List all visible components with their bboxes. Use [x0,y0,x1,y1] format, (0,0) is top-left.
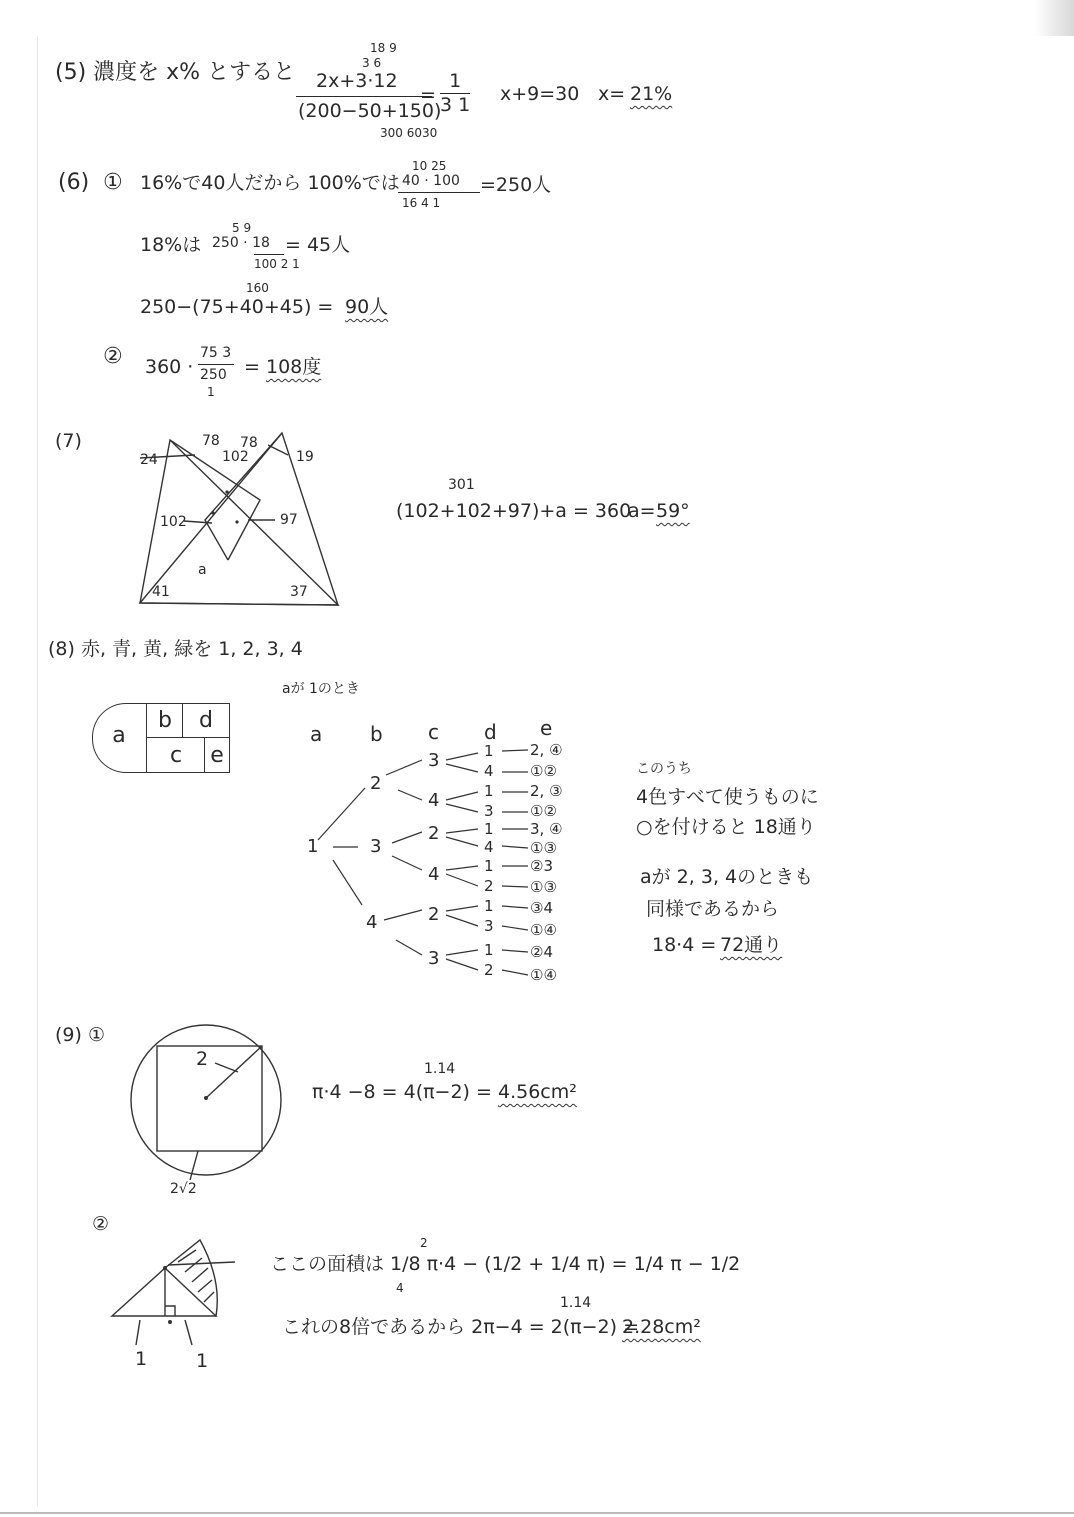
tree-d-4: 3 [484,802,494,820]
p6-f1-bar [398,192,480,193]
p9-side-leader [190,1151,198,1180]
p8-cell-e: e [210,742,224,768]
p7-leader-102 [184,521,212,523]
p8-cell-c: c [169,742,183,768]
p6-line4-expr: 360 · [145,356,194,378]
p6-line3-top: 160 [246,281,269,295]
tree-header-a: a [310,722,323,746]
p7-angle-78a: 78 [202,433,220,449]
p7-angle-97: 97 [280,512,298,528]
p8-grid-hline [146,737,230,738]
tree-e-4: ①② [530,802,557,820]
p6-q1-mark: ① [103,170,123,195]
tree-e-5: 3, ④ [530,820,563,838]
p8-note-2: 4色すべて使うものに [636,786,819,808]
p7-dot-1 [225,490,228,493]
p7-angle-24: 24 [140,452,158,468]
tree-d-2: 4 [484,762,494,780]
p5-equals: = [420,84,436,106]
tree-e-3: 2, ③ [530,782,563,800]
p6-f1-denominator: 16 4 1 [402,196,441,210]
tree-header-b: b [370,722,383,746]
p7-equation: (102+102+97)+a = 360 [396,500,632,522]
p6-line4-answer: 108度 [266,356,322,378]
tree-root: 1 [307,836,319,857]
p5-strike-note-top2: 3 6 [362,56,382,70]
p9-eq2-below: 4 [396,1281,404,1295]
problem-7-label: (7) [55,430,82,452]
p6-line4-below: 1 [207,385,215,399]
tree-c-1: 3 [428,750,440,771]
hatch-5 [204,1292,214,1302]
p9-radius-tick [215,1063,238,1072]
p9-eq3-top: 1.14 [560,1295,592,1311]
p9-leg-label-left: 1 [135,1348,148,1370]
tree-d-8: 2 [484,877,494,895]
p6-f1-numerator: 40 · 100 [402,173,460,189]
tree-e-12: ①④ [530,966,557,984]
p9-eq2-top: 2 [420,1236,428,1250]
p9-apex-dot [163,1266,167,1270]
p5-answer: 21% [630,83,673,105]
p9-leg-leader-left [136,1320,140,1345]
p9-side-label: 2√2 [170,1181,197,1197]
p8-grid-vline-bottom [204,737,205,772]
p8-note-6-answer: 72通り [720,934,783,956]
p9-eq1: π·4 −8 = 4(π−2) = [312,1081,492,1103]
p8-note-6-prefix: 18·4 = [652,934,717,956]
p9-radius-label: 2 [196,1048,209,1070]
p9-base-dot [168,1320,172,1324]
tree-c-6: 3 [428,948,440,969]
p5-strike-note-top: 18 9 [370,41,397,55]
tree-d-7: 1 [484,857,494,875]
problem-6-label: (6) [58,170,90,195]
p7-angle-37: 37 [290,584,308,600]
p5-rhs-denominator: 3 1 [440,94,471,116]
p6-line2-result: = 45人 [285,234,351,256]
p6-line1-result: =250人 [480,174,552,196]
p6-line2-label: 18%は [140,234,202,256]
tree-d-9: 1 [484,897,494,915]
tree-d-10: 3 [484,917,494,935]
tree-b-2: 2 [370,773,382,794]
tree-d-5: 1 [484,820,494,838]
p6-line3-answer: 90人 [345,296,389,318]
p6-line1-text: 16%で40人だから 100%では [140,172,400,194]
tree-header-d: d [484,720,497,744]
p6-line2-expr: 250 · 18 [212,235,270,251]
tree-e-9: ③4 [530,899,553,917]
p5-rhs-fraction [440,72,470,115]
p7-leader-19 [268,445,288,455]
p8-cell-a: a [112,722,126,748]
hatch-3 [192,1268,208,1282]
p7-angle-102-top: 102 [222,449,249,465]
tree-b-3: 3 [370,836,382,857]
p7-angle-78b: 78 [240,435,258,451]
p7-equation-top: 301 [448,477,475,493]
p6-line2-bar [254,254,284,255]
tree-c-4: 4 [428,864,440,885]
p6-line4-num: 75 3 [200,345,232,361]
tree-e-1: 2, ④ [530,741,563,759]
problem-8-label: (8) 赤, 青, 黄, 緑を 1, 2, 3, 4 [48,638,303,660]
tree-e-8: ①③ [530,878,557,896]
p7-dot-2 [235,520,238,523]
p9-q2-mark: ② [92,1213,110,1235]
p6-line2-top: 5 9 [232,221,252,235]
tree-d-12: 2 [484,961,494,979]
p8-cell-d: d [199,707,213,733]
tree-c-2: 4 [428,790,440,811]
p7-angle-41: 41 [152,584,170,600]
hatch-1 [178,1250,196,1262]
p6-line4-den: 250 [200,367,227,383]
p9-area-leader [168,1262,235,1265]
p5-equation-2: x+9=30 [500,83,580,105]
p8-cell-b: b [158,707,172,733]
p9-answer-1: 4.56cm² [498,1081,577,1103]
p7-dot-3 [211,511,214,514]
p9-eq3: これの8倍であるから 2π−4 = 2(π−2) = [282,1316,639,1338]
p9-eq1-top: 1.14 [424,1061,456,1077]
tree-e-11: ②4 [530,943,553,961]
p9-eq2-label: ここの面積は [270,1253,385,1275]
p7-angle-a: a [198,562,207,578]
tree-header-c: c [428,720,439,744]
p8-case-label: aが 1のとき [282,681,360,697]
p5-fraction-bar [296,96,432,97]
tree-d-6: 4 [484,838,494,856]
p5-denominator: (200−50+150) [298,100,442,122]
p8-note-5: 同様であるから [646,898,780,920]
tree-e-10: ①④ [530,921,557,939]
p9-eq2: 1/8 π·4 − (1/2 + 1/4 π) = 1/4 π − 1/2 [390,1253,741,1275]
p8-note-4: aが 2, 3, 4のときも [640,866,814,888]
tree-b-4: 4 [366,912,378,933]
tree-d-11: 1 [484,941,494,959]
p9-answer-3: 2.28cm² [622,1316,701,1338]
tree-d-1: 1 [484,742,494,760]
tree-e-7: ②3 [530,857,553,875]
p8-note-1: このうち [636,761,692,777]
p7-answer-prefix: a= [628,500,656,522]
p7-angle-19: 19 [296,449,314,465]
p6-line2-den: 100 2 1 [254,257,300,271]
p9-center-dot [204,1096,208,1100]
tree-c-3: 2 [428,823,440,844]
scan-bottom-edge [0,1512,1074,1514]
hatch-4 [198,1280,212,1292]
p9-triangle [112,1268,216,1316]
p6-line3-expr: 250−(75+40+45) = [140,296,334,318]
hatch-2 [185,1258,202,1272]
p8-note-3: ○を付けると 18通り [636,816,816,838]
p9-radius-line [206,1046,262,1098]
tree-d-3: 1 [484,782,494,800]
p9-leg-leader-right [185,1320,192,1345]
scan-edge-shadow [1034,0,1074,36]
p5-denominator-note: 300 6030 [380,126,438,140]
problem-9-label: (9) ① [55,1024,105,1046]
tree-e-2: ①② [530,762,557,780]
p6-q2-mark: ② [103,344,123,369]
p5-numerator: 2x+3·12 [316,70,398,92]
p6-f1-top: 10 25 [412,159,447,173]
tree-e-6: ①③ [530,839,557,857]
problem-5-label: (5) 濃度を x% とすると [55,60,296,85]
p8-grid-vline-top [182,703,183,738]
p6-line4-equals: = [244,356,260,378]
p7-answer: 59° [656,500,690,522]
p7-angle-102-left: 102 [160,514,187,530]
p9-sector-arc [165,1240,217,1316]
p6-line4-bar [198,364,234,365]
tree-header-e: e [540,716,553,740]
p5-rhs-numerator: 1 [449,70,462,92]
p9-leg-label-right: 1 [196,1350,209,1372]
p5-answer-prefix: x= [598,83,626,105]
scan-left-margin-line [37,36,38,1506]
tree-c-5: 2 [428,904,440,925]
p9-right-angle-mark [165,1306,175,1316]
p9-square [157,1046,262,1151]
